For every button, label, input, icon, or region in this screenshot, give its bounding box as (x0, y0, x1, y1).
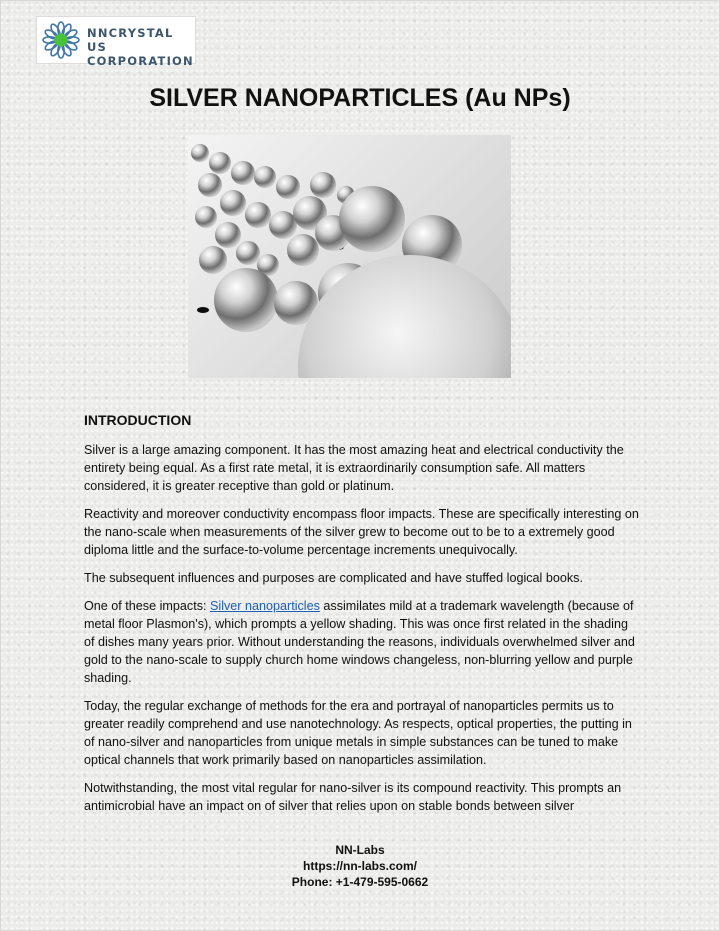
section-heading: INTRODUCTION (84, 412, 192, 428)
paragraph-5: Today, the regular exchange of methods for the era and portrayal of nanoparticles permits us to greater readily comprehend and use nanotechnology. As respects, optical properties, the putting in of nano-silver and nanoparticles from unique metals in simple substances can be tuned to make optical channels that work primarily based on nanoparticles assimilation. (84, 699, 632, 767)
footer-url[interactable]: https://nn-labs.com/ (303, 859, 417, 873)
silver-nanoparticles-link[interactable]: Silver nanoparticles (210, 599, 320, 613)
paragraph-2: Reactivity and moreover conductivity encompass floor impacts. These are specifically interesting on the nano-scale when measurements of the silver grew to become out to be to a extremely good diploma little and the surface-to-volume percentage increments unequivocally. (84, 507, 639, 557)
company-logo[interactable] (36, 16, 196, 68)
silver-spheres-image (188, 135, 511, 378)
flower-logo-icon (41, 20, 81, 60)
paragraph-6: Notwithstanding, the most vital regular for nano-silver is its compound reactivity. This prompts an antimicrobial have an impact on of silver that relies upon on stable bonds between silver (84, 781, 622, 813)
paragraph-1: Silver is a large amazing component. It has the most amazing heat and electrical conductivity the entirety being equal. As a first rate metal, it is extraordinarily consumption safe. All matters considered, it is greater receptive than gold or platinum. (84, 443, 624, 493)
paragraph-4-prefix: One of these impacts: (84, 599, 210, 613)
logo-line-2: CORPORATION (87, 54, 194, 68)
paragraph-4 (84, 597, 640, 687)
page-footer (0, 842, 720, 890)
footer-phone: Phone: +1-479-595-0662 (291, 875, 429, 889)
logo-wordmark (87, 26, 195, 68)
logo-line-1: NNCRYSTAL US (87, 26, 174, 54)
footer-company: NN-Labs (335, 843, 385, 857)
paragraph-3: The subsequent influences and purposes are complicated and have stuffed logical books. (84, 571, 583, 585)
paragraph-4-suffix: assimilates mild at a trademark wavelength (because of metal floor Plasmon's), which prompts a yellow shading. This was once first related in the shading of dishes many years prior. Without understanding the reasons, individuals overwhelmed silver and gold to the nano-scale to supply church home windows changeless, non-blurring yellow and purple shading. (84, 599, 635, 685)
page-title: SILVER NANOPARTICLES (Au NPs) (149, 84, 571, 112)
spheres-illustration (188, 135, 511, 378)
article-body (84, 412, 640, 825)
